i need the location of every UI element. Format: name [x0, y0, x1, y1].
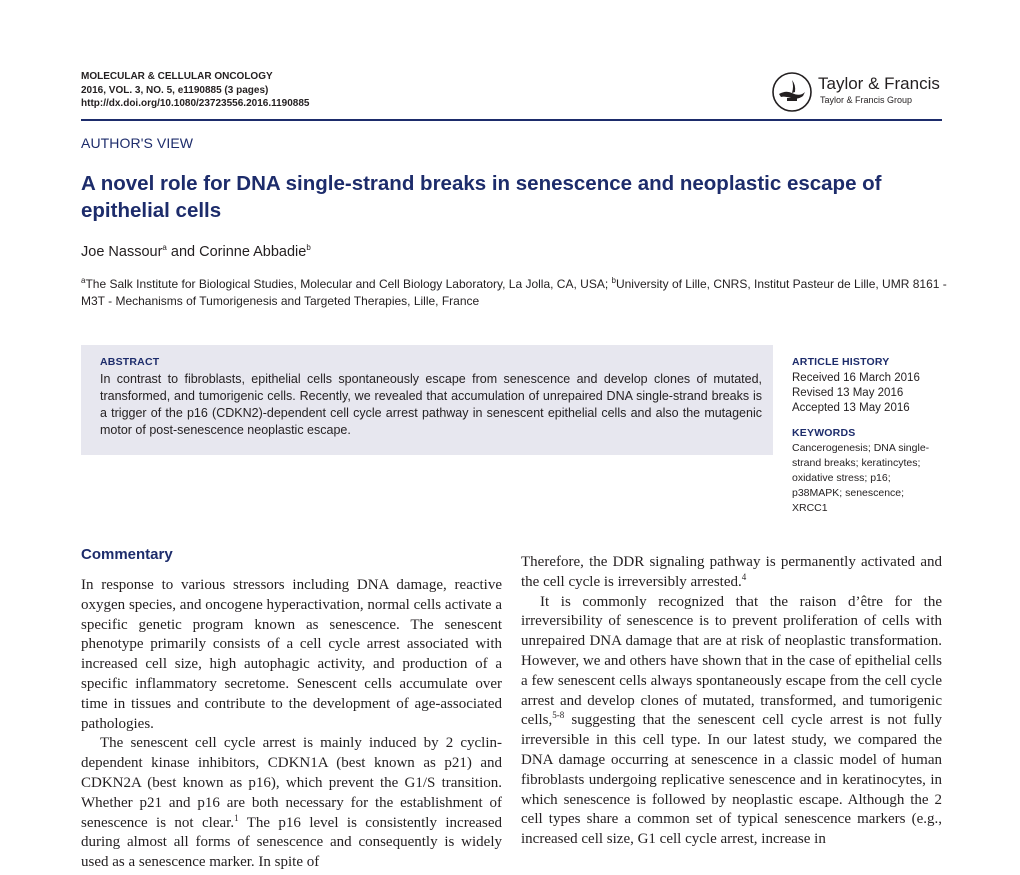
article-title: A novel role for DNA single-strand breaks in senescence and neoplastic escape of epithelial cells: [81, 172, 882, 222]
reference-citation[interactable]: 1: [234, 812, 239, 823]
reference-citation[interactable]: 4: [741, 571, 747, 582]
body-column-left: [81, 576, 502, 873]
paragraph-text: Therefore, the DDR signaling pathway is permanently activated and the cell cycle is irreversibly arrested.: [521, 554, 942, 590]
lamp-of-knowledge-icon: [770, 70, 814, 114]
paragraph: [81, 734, 502, 873]
affiliations: [81, 276, 951, 310]
doi-link[interactable]: http://dx.doi.org/10.1080/23723556.2016.1190885: [81, 98, 310, 109]
author-affil-marker: b: [306, 243, 311, 253]
commentary-heading: Commentary: [81, 546, 173, 563]
author-list: [81, 244, 311, 260]
author-name[interactable]: Joe Nassour: [81, 244, 163, 260]
publisher-logo: [770, 70, 950, 114]
affiliation-a: The Salk Institute for Biological Studies, Molecular and Cell Biology Laboratory, La Jolla, CA, USA;: [85, 277, 612, 291]
journal-name: MOLECULAR & CELLULAR ONCOLOGY: [81, 71, 273, 82]
paragraph-text: The p16 level is consistently increased during almost all forms of senescence and consequently is widely used as a senescence marker. In spite of: [81, 814, 503, 871]
author-affil-marker: a: [162, 243, 167, 253]
section-label: AUTHOR'S VIEW: [81, 135, 194, 151]
received-date: Received 16 March 2016: [792, 372, 920, 384]
affiliation-b: University of Lille, CNRS, Institut Pasteur de Lille, UMR 8161 - M3T - Mechanisms of Tumorigenesis and Targeted Therapies, Lille, France: [81, 277, 947, 308]
affil-marker: b: [611, 276, 616, 285]
paragraph: [521, 593, 942, 850]
body-column-right: [521, 553, 942, 850]
reference-citation[interactable]: 5-8: [552, 710, 565, 721]
article-history-heading: ARTICLE HISTORY: [792, 356, 890, 368]
volume-line: 2016, VOL. 3, NO. 5, e1190885 (3 pages): [81, 84, 269, 96]
paragraph-text: The senescent cell cycle arrest is mainly induced by 2 cyclin-dependent kinase inhibitors, CDKN1A (best known as p21) and CDKN2A (best known as p16), which prevent the G1/S transition. Whether p21 and p16 are both necessary for the establishment of senescence is not clear.: [81, 735, 502, 831]
header-rule: [81, 119, 942, 121]
journal-meta: [81, 70, 309, 111]
keywords-text: Cancerogenesis; DNA single-strand breaks; keratincytes; oxidative stress; p16; p38MAPK; senescence; XRCC1: [792, 442, 930, 514]
keywords-heading: KEYWORDS: [792, 427, 856, 439]
paragraph-text: It is commonly recognized that the raison d’être for the irreversibility of senescence is to prevent proliferation of cells with unrepaired DNA damage that are at risk of neoplastic transformation. However, we and others have shown that in the case of epithelial cells a few senescent cells always spontaneously escape from the cell cycle arrest and develop clones of mutated, transformed, and tumorigenic cells,: [521, 593, 942, 729]
accepted-date: Accepted 13 May 2016: [792, 402, 910, 414]
paragraph-text: suggesting that the senescent cell cycle arrest is not fully irreversible in this cell type. In our latest study, we compared the DNA damage occurring at senescence in a classic model of human fibroblasts undergoing replicative senescence and in keratinocytes, in which senescence is followed by neoplastic escape. Although the 2 cell types share a common set of typical senescence markers (e.g., increased cell size, G1 cell cycle arrest, increase in: [521, 712, 942, 848]
revised-date: Revised 13 May 2016: [792, 387, 904, 399]
article-history: [792, 371, 920, 416]
abstract-heading: ABSTRACT: [100, 356, 160, 368]
author-joiner[interactable]: and Corinne Abbadie: [166, 244, 307, 260]
publisher-name: Taylor & Francis: [818, 74, 940, 93]
paragraph: [521, 553, 942, 593]
affil-marker: a: [81, 276, 86, 285]
paragraph: In response to various stressors including DNA damage, reactive oxygen species, and oncogene hyperactivation, normal cells activate a specific genetic program known as senescence. The senescent phenotype primarily consists of a cell cycle arrest associated with increased cell size, high autophagic activity, and production of a specific inflammatory secretome. Senescent cells accumulate over time in tissues and contribute to the development of age-associated pathologies.: [81, 577, 502, 732]
abstract-text: In contrast to fibroblasts, epithelial cells spontaneously escape from senescence and develop clones of mutated, transformed, and tumorigenic cells. Recently, we revealed that accumulation of unrepaired DNA single-strand breaks is a trigger of the p16 (CDKN2)-dependent cell cycle arrest pathway in senescent epithelial cells and also the mutagenic motor of post-senescence neoplastic escape.: [100, 372, 762, 437]
publisher-group: Taylor & Francis Group: [820, 95, 913, 105]
